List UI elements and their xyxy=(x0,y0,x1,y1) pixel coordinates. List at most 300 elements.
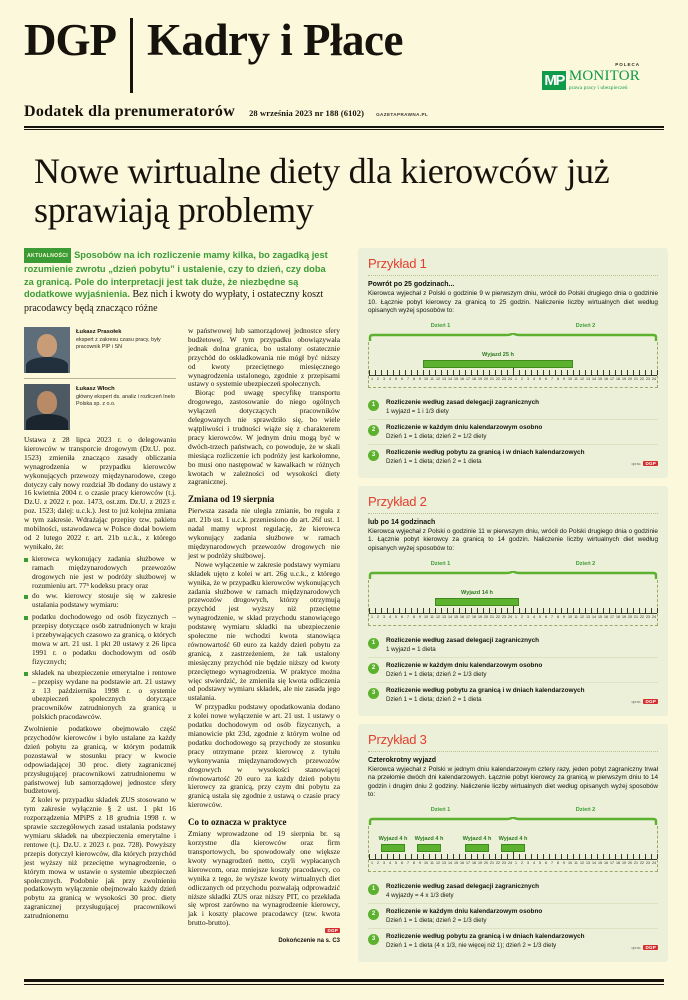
hour-label: 15 xyxy=(454,860,458,865)
hour-label: 16 xyxy=(604,860,608,865)
example-card-1 xyxy=(358,248,668,478)
hour-label: 13 xyxy=(442,614,446,619)
body-paragraph: Zmiany wprowadzone od 19 sierpnia br. są korzystne dla kierowców oraz firm transportowych, bo spowodowały one większe kwoty wynagrodzeń netto, czyli wypłacanych kierowcom, oraz mniejsze koszty pracodawcy, co wynika z tego, że wyższe kwoty wirtualnych diet odliczanych od przychodu pozwalają odprowadzić niższe składki ZUS oraz niższy PIT, co przekłada się wprost zarówno na wynagrodzenie kierowcy, jak i koszty płacowe pracodawcy (tzw. kwota brutto-brutto). xyxy=(188,829,340,928)
tick-mark xyxy=(471,608,472,613)
list-item: do ww. kierowcy stosuje się w zakresie ustalania podstawy wymiaru: xyxy=(24,592,176,610)
timeline-plot xyxy=(368,580,658,626)
hour-label: 10 xyxy=(568,860,572,865)
tick-mark xyxy=(597,854,598,859)
timeline-hour-labels xyxy=(369,376,657,384)
rule-desc: Dzień 1 = 1 dieta; dzień 2 = 1/2 diety xyxy=(386,432,487,440)
rule-desc: Dzień 1 = 1 dieta; dzień 2 = 1 dieta xyxy=(386,695,482,703)
hour-label: 3 xyxy=(383,376,385,381)
hour-label: 4 xyxy=(389,614,391,619)
example-title: Przykład 2 xyxy=(368,493,427,509)
hour-label: 20 xyxy=(484,376,488,381)
hour-label: 14 xyxy=(448,860,452,865)
hour-label: 22 xyxy=(640,376,644,381)
hour-label: 13 xyxy=(586,376,590,381)
body-paragraph: Biorąc pod uwagę specyfikę transportu drogowego, zastosowanie do niego ogólnych wyłączeń dotyczących pracowników delegowanych nie sprawdziło się, bo wiele wątpliwości i trudności wiąże się z charakterem pracy kierowców. W jednym dniu mogą być w dwóch-trzech państwach, co powoduje, że w skali miesiąca rozliczenie ich podróży jest karkołomne, bo musi ono następować w kawałkach w różnych kwotach w zależności od wysokości diety zagranicznej. xyxy=(188,388,340,487)
hour-label: 14 xyxy=(448,614,452,619)
hour-label: 4 xyxy=(389,376,391,381)
hour-label: 19 xyxy=(622,614,626,619)
dgp-mini-mark xyxy=(188,928,340,933)
hour-label: 9 xyxy=(563,614,565,619)
tick-mark xyxy=(519,608,520,613)
rule-item xyxy=(368,682,658,707)
hour-label: 11 xyxy=(574,376,578,381)
rule-number: 3 xyxy=(368,934,379,945)
tick-mark xyxy=(543,608,544,613)
hour-label: 15 xyxy=(454,614,458,619)
tick-mark xyxy=(453,370,454,375)
lead-paragraph xyxy=(24,248,332,315)
tick-mark xyxy=(369,854,370,859)
trip-bar-label: Wyjazd 25 h xyxy=(482,351,514,358)
tick-mark xyxy=(471,854,472,859)
hour-label: 7 xyxy=(407,614,409,619)
hour-label: 4 xyxy=(533,860,535,865)
tick-mark xyxy=(477,608,478,613)
tick-mark xyxy=(615,854,616,859)
tick-mark xyxy=(621,854,622,859)
hour-label: 13 xyxy=(442,376,446,381)
rule-body xyxy=(386,687,585,703)
article-zone xyxy=(24,248,354,970)
dgp-badge-icon: DGP xyxy=(645,944,656,950)
hour-label: 3 xyxy=(527,614,529,619)
footer-rule-thin xyxy=(24,984,664,985)
author-role: główny ekspert ds. analiz i rozliczeń Inelo Polska sp. z o.o. xyxy=(76,394,175,408)
tick-mark xyxy=(615,370,616,375)
tick-mark xyxy=(645,608,646,613)
tick-mark xyxy=(507,854,508,859)
example-description: Kierowca wyjechał z Polski o godzinie 11 w pierwszym dniu, wrócił do Polski drugiego dnia o godzinie 1. Łącznie pobyt kierowcy za granicą to 14 godzin. Naliczenie liczby wirtualnych diet według opisanych wyżej sposobów to: xyxy=(368,527,658,552)
tick-mark xyxy=(399,854,400,859)
tick-mark xyxy=(387,854,388,859)
hour-label: 1 xyxy=(515,860,517,865)
tick-mark xyxy=(507,370,508,375)
tick-mark xyxy=(621,370,622,375)
hour-label: 5 xyxy=(539,860,541,865)
trip-bar xyxy=(381,844,405,852)
page-title: Nowe wirtualne diety dla kierowców już sprawiają problemy xyxy=(34,151,610,230)
rule-item xyxy=(368,657,658,682)
article-column-2 xyxy=(188,327,340,944)
trip-bar-label: Wyjazd 4 h xyxy=(378,835,408,842)
masthead-rule-thin xyxy=(24,129,664,130)
hour-label: 17 xyxy=(466,376,470,381)
tick-mark xyxy=(441,370,442,375)
dgp-badge-icon: DGP xyxy=(645,460,656,466)
rule-number: 1 xyxy=(368,638,379,649)
tick-mark xyxy=(495,854,496,859)
monitor-promo xyxy=(542,62,640,91)
author-name: Łukasz Prasołek xyxy=(76,329,122,336)
hour-label: 17 xyxy=(610,614,614,619)
hour-label: 22 xyxy=(496,376,500,381)
rule-desc: 1 wyjazd = 1 dieta xyxy=(386,645,436,653)
tick-mark xyxy=(555,370,556,375)
tick-mark xyxy=(585,854,586,859)
tick-mark xyxy=(399,608,400,613)
day1-label: Dzień 1 xyxy=(430,806,451,813)
rule-body xyxy=(386,908,542,924)
section-heading-praktyka: Co to oznacza w praktyce xyxy=(188,817,287,828)
rule-item xyxy=(368,879,658,903)
rule-body xyxy=(386,933,585,949)
body-paragraph: W przypadku podstawy opodatkowania dodano z kolei nowe wyłączenie w art. 21 ust. 1 ustawy o podatku dochodowym od osób fizycznych, a mianowicie pkt 23d, zgodnie z którym wolne od podatku dochodowego są przychody ze stosunku pracy otrzymane przez kierowcę z tytułu wykonywania międzynarodowych przewozów drogowych w wysokości stanowiącej równowartość 20 euro za każdy dzień pobytu kierowcy za granicą, przy czym dni pobytu za granicą ustala się zgodnie z ustawą o czasie pracy kierowców. xyxy=(188,702,340,810)
hour-label: 4 xyxy=(533,376,535,381)
hour-label: 3 xyxy=(527,376,529,381)
tick-mark xyxy=(405,370,406,375)
hour-label: 3 xyxy=(527,860,529,865)
tick-mark xyxy=(429,370,430,375)
timeline-ticks xyxy=(369,852,657,860)
tick-mark xyxy=(633,854,634,859)
hour-label: 18 xyxy=(616,376,620,381)
tick-mark xyxy=(447,370,448,375)
credit-note xyxy=(631,945,658,950)
hour-label: 12 xyxy=(436,376,440,381)
hour-label: 2 xyxy=(377,860,379,865)
timeline-hour-labels xyxy=(369,860,657,868)
hour-label: 6 xyxy=(545,614,547,619)
sub-bullet-list xyxy=(24,613,176,722)
list-item: podatku dochodowego od osób fizycznych – przepisy dotyczące osób zatrudnionych w kraju i przebywających czasowo za granicą, o których mowa w art. 21 ust. 1 pkt 20 ustawy z 26 lipca 1991 r. o podatku dochodowym od osób fizycznych; xyxy=(24,613,176,666)
tick-mark xyxy=(411,370,412,375)
hour-label: 15 xyxy=(598,614,602,619)
tick-mark xyxy=(393,370,394,375)
rule-body xyxy=(386,883,539,899)
author-name: Łukasz Włoch xyxy=(76,386,115,393)
credit-note xyxy=(631,699,658,704)
tick-mark xyxy=(489,854,490,859)
tick-mark xyxy=(381,370,382,375)
tick-mark xyxy=(423,854,424,859)
day-split-line xyxy=(513,606,514,613)
dgp-logo: DGP xyxy=(24,15,116,65)
tick-mark xyxy=(639,370,640,375)
hour-label: 8 xyxy=(413,376,415,381)
authors-list xyxy=(24,327,176,430)
masthead xyxy=(24,0,664,130)
example-divider xyxy=(368,751,658,752)
tick-mark xyxy=(483,370,484,375)
tick-mark xyxy=(609,854,610,859)
footer-rule xyxy=(24,979,664,982)
hour-label: 8 xyxy=(413,614,415,619)
hour-label: 13 xyxy=(586,860,590,865)
tick-mark xyxy=(375,854,376,859)
tick-mark xyxy=(501,608,502,613)
author-meta xyxy=(76,327,176,351)
hour-label: 19 xyxy=(622,860,626,865)
hour-label: 6 xyxy=(545,860,547,865)
tick-mark xyxy=(603,370,604,375)
tick-mark xyxy=(525,854,526,859)
timeline-chart-3 xyxy=(368,807,658,872)
credit-text: oprac. xyxy=(631,461,642,466)
examples-zone xyxy=(358,248,668,970)
rule-item xyxy=(368,444,658,469)
hour-label: 11 xyxy=(574,614,578,619)
aktualnosci-badge: AKTUALNOŚCI xyxy=(24,248,71,263)
tick-mark xyxy=(411,854,412,859)
hour-label: 23 xyxy=(646,614,650,619)
tick-mark xyxy=(627,854,628,859)
tick-mark xyxy=(549,854,550,859)
hour-label: 1 xyxy=(371,376,373,381)
timeline-bars xyxy=(369,580,657,606)
hour-label: 2 xyxy=(521,376,523,381)
hour-label: 18 xyxy=(472,376,476,381)
example-subtitle: Powrót po 25 godzinach... xyxy=(368,281,455,288)
tick-mark xyxy=(573,370,574,375)
hour-label: 12 xyxy=(580,614,584,619)
timeline-plot xyxy=(368,826,658,872)
hour-label: 19 xyxy=(622,376,626,381)
tick-mark xyxy=(657,370,658,375)
tick-mark xyxy=(369,370,370,375)
hour-label: 19 xyxy=(478,860,482,865)
rule-desc: Dzień 1 = 1 dieta; dzień 2 = 1 dieta xyxy=(386,457,482,465)
tick-mark xyxy=(519,370,520,375)
tick-mark xyxy=(567,854,568,859)
body-paragraph: Zwolnienie podatkowe obejmowało część przychodów kierowców i było ustalane za każdy dzień pobytu za granicą, w którym podatnik pozostawał w stosunku pracy w kwocie odpowiadającej 30 proc. diety zagranicznej przysługującej pracownikowi zatrudnionemu w państwowej lub samorządowej jednostce sfery budżetowej. xyxy=(24,724,176,796)
rule-title: Rozliczenie według zasad delegacji zagranicznych xyxy=(386,882,540,890)
tick-mark xyxy=(645,854,646,859)
day2-label: Dzień 2 xyxy=(575,560,596,567)
tick-mark xyxy=(597,608,598,613)
tick-mark xyxy=(507,608,508,613)
hour-label: 8 xyxy=(557,614,559,619)
tick-mark xyxy=(651,370,652,375)
hour-label: 14 xyxy=(592,614,596,619)
hour-label: 21 xyxy=(634,860,638,865)
tick-mark xyxy=(405,854,406,859)
tick-mark xyxy=(621,608,622,613)
example-card-2 xyxy=(358,486,668,716)
tick-mark xyxy=(423,370,424,375)
tick-mark xyxy=(603,608,604,613)
tick-mark xyxy=(645,370,646,375)
hour-label: 10 xyxy=(424,376,428,381)
day-split-line xyxy=(513,852,514,859)
mp-mark-icon: MP xyxy=(544,71,564,89)
hour-label: 7 xyxy=(551,376,553,381)
tick-mark xyxy=(459,854,460,859)
tick-mark xyxy=(561,608,562,613)
tick-mark xyxy=(591,608,592,613)
day1-label: Dzień 1 xyxy=(430,322,451,329)
hour-label: 9 xyxy=(419,860,421,865)
masthead-subline xyxy=(24,103,664,121)
rule-body xyxy=(386,449,585,465)
avatar xyxy=(24,384,70,430)
rule-number: 2 xyxy=(368,425,379,436)
hour-label: 7 xyxy=(551,860,553,865)
trip-bar xyxy=(417,844,441,852)
trip-bar-label: Wyjazd 4 h xyxy=(462,835,492,842)
tick-mark xyxy=(555,608,556,613)
rule-number: 2 xyxy=(368,909,379,920)
tick-mark xyxy=(435,370,436,375)
hour-label: 8 xyxy=(557,860,559,865)
rules-list-3 xyxy=(368,879,658,953)
hour-label: 15 xyxy=(598,860,602,865)
example-description: Kierowca wyjechał z Polski o godzinie 9 w pierwszym dniu, wrócił do Polski drugiego dnia o godzinie 10. Łącznie pobyt kierowcy za granicą to 25 godzin. Naliczenie liczby wirtualnych diet według opisanych wyżej sposobów to: xyxy=(368,290,658,315)
bullet-list xyxy=(24,555,176,610)
hour-label: 12 xyxy=(580,376,584,381)
lead-normal: Bez nich i kwoty do wypłaty, i ostateczny koszt pracodawcy będą znacząco różne xyxy=(24,289,324,314)
author-role: ekspert z zakresu czasu pracy, były pracownik PIP i SN xyxy=(76,337,161,351)
hour-label: 4 xyxy=(389,860,391,865)
hour-label: 18 xyxy=(616,614,620,619)
tick-mark xyxy=(417,370,418,375)
example-title: Przykład 1 xyxy=(368,256,427,271)
example-description: Kierowca wyjechał z Polski w jednym dniu kalendarzowym cztery razy, jeden pobyt zagraniczny trwał na przełomie dwóch dni kalendarzowych. Łącznie pobyt kierowcy za granicą w pierwszym dniu to 14 godzin i drugim dniu 2 godziny. Naliczenie liczby wirtualnych diet według opisanych wyżej sposobów to: xyxy=(368,765,658,799)
tick-mark xyxy=(633,608,634,613)
tick-mark xyxy=(639,608,640,613)
rule-desc: Dzień 1 = 1 dieta; dzień 2 = 1/3 diety xyxy=(386,670,487,678)
tick-mark xyxy=(429,854,430,859)
hour-label: 6 xyxy=(401,614,403,619)
rule-desc: 4 wyjazdy = 4 x 1/3 diety xyxy=(386,891,454,899)
hour-label: 3 xyxy=(383,614,385,619)
timeline-ticks xyxy=(369,368,657,376)
timeline-bars xyxy=(369,826,657,852)
rules-list-2 xyxy=(368,633,658,707)
tick-mark xyxy=(651,608,652,613)
tick-mark xyxy=(429,608,430,613)
trip-bar xyxy=(501,844,525,852)
tick-mark xyxy=(591,370,592,375)
tick-mark xyxy=(393,854,394,859)
author-meta xyxy=(76,384,176,408)
hour-label: 8 xyxy=(557,376,559,381)
monitor-wordmark xyxy=(569,69,640,91)
tick-mark xyxy=(543,854,544,859)
hour-label: 7 xyxy=(407,860,409,865)
hour-label: 16 xyxy=(604,376,608,381)
hour-label: 19 xyxy=(478,376,482,381)
rule-body xyxy=(386,399,539,415)
tick-mark xyxy=(531,370,532,375)
timeline-plot xyxy=(368,342,658,388)
rule-number: 2 xyxy=(368,663,379,674)
hour-label: 22 xyxy=(496,860,500,865)
hour-label: 1 xyxy=(371,614,373,619)
tick-mark xyxy=(579,854,580,859)
tick-mark xyxy=(387,608,388,613)
tick-mark xyxy=(453,608,454,613)
hour-label: 24 xyxy=(652,614,656,619)
tick-mark xyxy=(525,608,526,613)
monitor-title: MONITOR xyxy=(568,68,640,84)
tick-mark xyxy=(579,370,580,375)
hour-label: 10 xyxy=(568,376,572,381)
rule-desc: Dzień 1 = 1 dieta; dzień 2 = 1/3 diety xyxy=(386,916,487,924)
body-paragraph: w państwowej lub samorządowej jednostce sfery budżetowej. W tym przypadku obowiązywała jednak dolna granica, bo ustalony ostatecznie przychód do oskładkowania nie mógł być niższy od kwoty przeciętnego miesięcznego wynagrodzenia ustalonego, zgodnie z przepisami ustawy o systemie ubezpieczeń społecznych. xyxy=(188,326,340,389)
rule-desc: Dzień 1 = 1 dieta (4 x 1/3, nie więcej niż 1); dzień 2 = 1/3 diety xyxy=(386,941,557,949)
hour-label: 5 xyxy=(395,376,397,381)
tick-mark xyxy=(591,854,592,859)
hour-label: 22 xyxy=(640,614,644,619)
hour-label: 17 xyxy=(610,376,614,381)
tick-mark xyxy=(447,854,448,859)
tick-mark xyxy=(423,608,424,613)
tick-mark xyxy=(627,370,628,375)
hour-label: 5 xyxy=(539,376,541,381)
hour-label: 11 xyxy=(430,614,434,619)
tick-mark xyxy=(501,854,502,859)
hour-label: 6 xyxy=(401,376,403,381)
hour-label: 14 xyxy=(448,376,452,381)
list-item: składek na ubezpieczenie emerytalne i rentowe – przepisy wydane na podstawie art. 21 ustawy z 13 października 1998 r. o systemie ubezpieczeń społecznych dotyczące pracowników zatrudnionych za granicą u polskich pracodawców. xyxy=(24,669,176,722)
tick-mark xyxy=(459,370,460,375)
hour-label: 17 xyxy=(610,860,614,865)
lead-bold: Sposobów na ich rozliczenie mamy kilka, bo zagadką jest rozumienie zwrotu „dzień pobytu” i ustalenie, czy to dzień, czy doba za granicą. Pole do interpretacji jest tak duże, że niezbędne są dodatkowe wyjaśnienia. xyxy=(24,250,328,300)
tick-mark xyxy=(417,608,418,613)
body-paragraph: Pierwsza zasada nie uległa zmianie, bo reguła z art. 21b ust. 1 u.c.k. przeniesiono do art. 26f ust. 1 nadal mamy wprost regulację, że kierowca wykonujący zadania służbowe w ramach międzynarodowych przewozów drogowych nie jest w podróży służbowej. xyxy=(188,506,340,560)
tick-mark xyxy=(405,608,406,613)
author-item xyxy=(24,327,176,373)
tick-mark xyxy=(375,608,376,613)
hour-label: 3 xyxy=(383,860,385,865)
tick-mark xyxy=(501,370,502,375)
tick-mark xyxy=(465,370,466,375)
hour-label: 2 xyxy=(377,614,379,619)
hour-label: 24 xyxy=(508,376,512,381)
article-columns xyxy=(24,327,354,944)
tick-mark xyxy=(381,854,382,859)
hour-label: 17 xyxy=(466,614,470,619)
list-item: kierowca wykonujący zadania służbowe w ramach międzynarodowych przewozów drogowych nie jest w podróży służbowej w rozumieniu art. 77⁵ kodeksu pracy oraz xyxy=(24,555,176,591)
tick-mark xyxy=(495,370,496,375)
rule-item xyxy=(368,928,658,953)
rule-title: Rozliczenie według pobytu za granicą i w dniach kalendarzowych xyxy=(386,448,585,456)
hour-label: 2 xyxy=(377,376,379,381)
tick-mark xyxy=(573,854,574,859)
example-subtitle: Czterokrotny wyjazd xyxy=(368,756,437,764)
rule-item xyxy=(368,903,658,928)
tick-mark xyxy=(543,370,544,375)
rule-title: Rozliczenie według zasad delegacji zagranicznych xyxy=(386,636,540,644)
hour-label: 13 xyxy=(442,860,446,865)
hour-label: 9 xyxy=(563,860,565,865)
dgp-badge-icon: DGP xyxy=(327,928,338,934)
tick-mark xyxy=(555,854,556,859)
hour-label: 18 xyxy=(472,860,476,865)
tick-mark xyxy=(465,854,466,859)
poleca-label: POLECA xyxy=(615,62,640,67)
hour-label: 16 xyxy=(604,614,608,619)
hour-label: 11 xyxy=(430,376,434,381)
tick-mark xyxy=(465,608,466,613)
supplement-label: Dodatek dla prenumeratorów xyxy=(24,103,236,120)
tick-mark xyxy=(531,608,532,613)
tick-mark xyxy=(531,854,532,859)
tick-mark xyxy=(549,370,550,375)
day-split-line xyxy=(513,368,514,375)
hour-label: 23 xyxy=(502,376,506,381)
hour-label: 21 xyxy=(634,614,638,619)
tick-mark xyxy=(525,370,526,375)
author-item xyxy=(24,384,176,430)
hour-label: 2 xyxy=(521,860,523,865)
tick-mark xyxy=(537,370,538,375)
